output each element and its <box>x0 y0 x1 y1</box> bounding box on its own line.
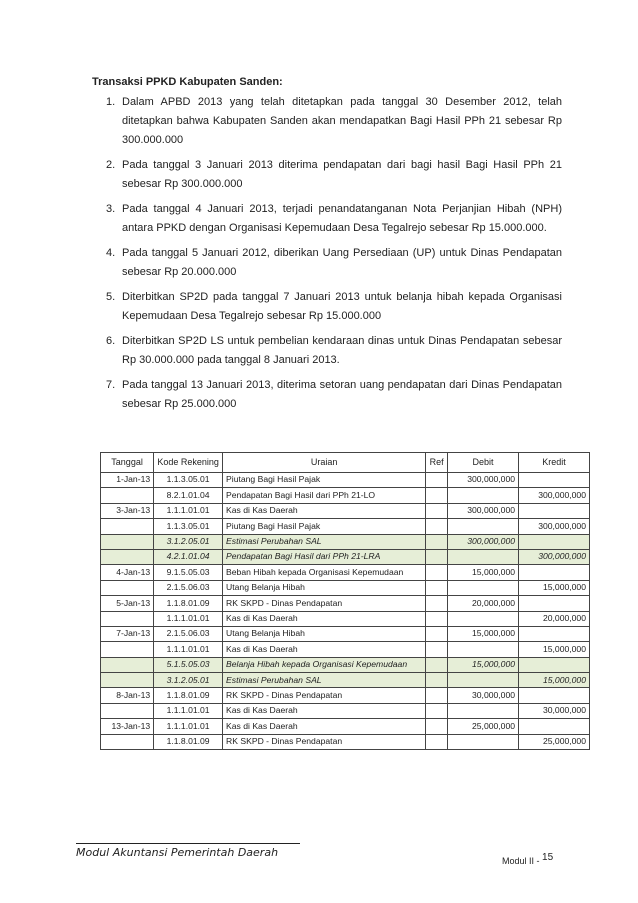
list-item-text: Pada tanggal 5 Januari 2012, diberikan Uang Persediaan (UP) untuk Dinas Pendapatan sebesar Rp 20.000.000 <box>122 247 562 278</box>
table-header-row <box>101 453 590 473</box>
cell-description: Belanja Hibah kepada Organisasi Kepemudaan <box>223 657 426 672</box>
cell-debit: 30,000,000 <box>448 688 519 703</box>
cell-debit: 300,000,000 <box>448 503 519 518</box>
cell-credit <box>519 534 590 549</box>
cell-debit <box>448 580 519 595</box>
cell-debit <box>448 519 519 534</box>
cell-ref <box>426 565 448 580</box>
list-item <box>106 244 562 282</box>
footer-module-label: Modul II - <box>502 856 540 866</box>
cell-date <box>101 642 154 657</box>
cell-description: RK SKPD - Dinas Pendapatan <box>223 596 426 611</box>
col-debit-header: Debit <box>448 453 519 473</box>
cell-debit <box>448 703 519 718</box>
list-item <box>106 376 562 414</box>
list-item-text: Diterbitkan SP2D LS untuk pembelian kendaraan dinas untuk Dinas Pendapatan sebesar Rp 30.000.000 pada tanggal 8 Januari 2013. <box>122 335 562 366</box>
cell-description: Utang Belanja Hibah <box>223 580 426 595</box>
table-row <box>101 488 590 503</box>
table-row <box>101 734 590 749</box>
list-item <box>106 332 562 370</box>
cell-date: 13-Jan-13 <box>101 719 154 734</box>
col-code-header: Kode Rekening <box>154 453 223 473</box>
cell-date <box>101 703 154 718</box>
cell-ref <box>426 488 448 503</box>
cell-ref <box>426 657 448 672</box>
cell-description: Piutang Bagi Hasil Pajak <box>223 519 426 534</box>
cell-description: Kas di Kas Daerah <box>223 503 426 518</box>
list-item <box>106 156 562 194</box>
table-row <box>101 503 590 518</box>
cell-description: Estimasi Perubahan SAL <box>223 673 426 688</box>
table-row <box>101 688 590 703</box>
cell-credit <box>519 473 590 488</box>
cell-description: Kas di Kas Daerah <box>223 611 426 626</box>
cell-code: 3.1.2.05.01 <box>154 534 223 549</box>
cell-description: Estimasi Perubahan SAL <box>223 534 426 549</box>
cell-debit <box>448 642 519 657</box>
cell-ref <box>426 473 448 488</box>
cell-ref <box>426 734 448 749</box>
cell-credit <box>519 626 590 641</box>
list-item-number: 5. <box>106 291 116 303</box>
list-item-text: Dalam APBD 2013 yang telah ditetapkan pada tanggal 30 Desember 2012, telah ditetapkan bahwa Kabupaten Sanden akan mendapatkan Bagi Hasil PPh 21 sebesar Rp 300.000.000 <box>122 96 562 146</box>
cell-date: 3-Jan-13 <box>101 503 154 518</box>
cell-credit <box>519 565 590 580</box>
cell-ref <box>426 519 448 534</box>
cell-credit <box>519 596 590 611</box>
cell-date <box>101 519 154 534</box>
cell-date <box>101 580 154 595</box>
cell-code: 1.1.1.01.01 <box>154 642 223 657</box>
col-desc-header: Uraian <box>223 453 426 473</box>
cell-debit <box>448 611 519 626</box>
page-heading: Transaksi PPKD Kabupaten Sanden: <box>92 76 283 88</box>
cell-ref <box>426 642 448 657</box>
footer-divider <box>76 843 300 844</box>
cell-credit <box>519 719 590 734</box>
cell-credit <box>519 657 590 672</box>
cell-credit: 25,000,000 <box>519 734 590 749</box>
table-row <box>101 642 590 657</box>
col-ref-header: Ref <box>426 453 448 473</box>
cell-credit: 15,000,000 <box>519 580 590 595</box>
table-row <box>101 549 590 564</box>
cell-date: 7-Jan-13 <box>101 626 154 641</box>
cell-code: 5.1.5.05.03 <box>154 657 223 672</box>
cell-credit <box>519 503 590 518</box>
cell-code: 1.1.1.01.01 <box>154 503 223 518</box>
cell-debit <box>448 673 519 688</box>
list-item-number: 1. <box>106 96 116 108</box>
list-item-number: 7. <box>106 379 116 391</box>
list-item-number: 4. <box>106 247 116 259</box>
cell-description: Beban Hibah kepada Organisasi Kepemudaan <box>223 565 426 580</box>
cell-code: 1.1.3.05.01 <box>154 473 223 488</box>
cell-date <box>101 734 154 749</box>
cell-date <box>101 534 154 549</box>
cell-description: Utang Belanja Hibah <box>223 626 426 641</box>
cell-date <box>101 657 154 672</box>
col-credit-header: Kredit <box>519 453 590 473</box>
list-item-number: 3. <box>106 203 116 215</box>
table-row <box>101 580 590 595</box>
table-row <box>101 519 590 534</box>
cell-description: Kas di Kas Daerah <box>223 703 426 718</box>
cell-debit: 300,000,000 <box>448 534 519 549</box>
cell-ref <box>426 534 448 549</box>
cell-ref <box>426 626 448 641</box>
cell-debit <box>448 549 519 564</box>
cell-credit: 15,000,000 <box>519 673 590 688</box>
cell-code: 1.1.8.01.09 <box>154 734 223 749</box>
table-row <box>101 719 590 734</box>
table-row <box>101 596 590 611</box>
table-row <box>101 673 590 688</box>
list-item <box>106 200 562 238</box>
list-item <box>106 288 562 326</box>
table-row <box>101 473 590 488</box>
cell-code: 3.1.2.05.01 <box>154 673 223 688</box>
cell-ref <box>426 549 448 564</box>
cell-date <box>101 611 154 626</box>
cell-code: 1.1.3.05.01 <box>154 519 223 534</box>
table-row <box>101 611 590 626</box>
list-item-number: 6. <box>106 335 116 347</box>
cell-ref <box>426 719 448 734</box>
cell-ref <box>426 688 448 703</box>
list-item-text: Diterbitkan SP2D pada tanggal 7 Januari 2013 untuk belanja hibah kepada Organisasi Kepemudaan Desa Tegalrejo sebesar Rp 15.000.000 <box>122 291 562 322</box>
cell-code: 1.1.1.01.01 <box>154 719 223 734</box>
cell-code: 1.1.8.01.09 <box>154 688 223 703</box>
cell-credit: 15,000,000 <box>519 642 590 657</box>
cell-ref <box>426 580 448 595</box>
cell-date: 1-Jan-13 <box>101 473 154 488</box>
footer-module-title: Modul Akuntansi Pemerintah Daerah <box>76 846 279 859</box>
cell-ref <box>426 673 448 688</box>
journal-table <box>100 452 590 750</box>
cell-date: 4-Jan-13 <box>101 565 154 580</box>
cell-description: Kas di Kas Daerah <box>223 642 426 657</box>
cell-date: 8-Jan-13 <box>101 688 154 703</box>
table-row <box>101 626 590 641</box>
cell-description: Pendapatan Bagi Hasil dari PPh 21-LO <box>223 488 426 503</box>
cell-code: 1.1.8.01.09 <box>154 596 223 611</box>
col-date-header: Tanggal <box>101 453 154 473</box>
cell-date <box>101 673 154 688</box>
cell-credit: 300,000,000 <box>519 519 590 534</box>
cell-ref <box>426 703 448 718</box>
cell-debit: 15,000,000 <box>448 565 519 580</box>
cell-code: 8.2.1.01.04 <box>154 488 223 503</box>
table-row <box>101 657 590 672</box>
list-item-number: 2. <box>106 159 116 171</box>
list-item-text: Pada tanggal 4 Januari 2013, terjadi penandatanganan Nota Perjanjian Hibah (NPH) antara PPKD dengan Organisasi Kepemudaan Desa Tegalrejo sebesar Rp 15.000.000. <box>122 203 562 234</box>
cell-ref <box>426 611 448 626</box>
cell-debit: 20,000,000 <box>448 596 519 611</box>
cell-code: 2.1.5.06.03 <box>154 580 223 595</box>
cell-description: Pendapatan Bagi Hasil dari PPh 21-LRA <box>223 549 426 564</box>
table-row <box>101 703 590 718</box>
table-row <box>101 534 590 549</box>
cell-code: 9.1.5.05.03 <box>154 565 223 580</box>
footer-page-label <box>502 852 554 867</box>
cell-debit: 300,000,000 <box>448 473 519 488</box>
cell-debit: 25,000,000 <box>448 719 519 734</box>
cell-description: RK SKPD - Dinas Pendapatan <box>223 688 426 703</box>
cell-debit: 15,000,000 <box>448 626 519 641</box>
list-item-text: Pada tanggal 3 Januari 2013 diterima pendapatan dari bagi hasil Bagi Hasil PPh 21 sebesar Rp 300.000.000 <box>122 159 562 190</box>
table-row <box>101 565 590 580</box>
cell-credit: 300,000,000 <box>519 488 590 503</box>
page-number: 15 <box>542 852 554 863</box>
cell-description: Kas di Kas Daerah <box>223 719 426 734</box>
cell-ref <box>426 596 448 611</box>
cell-code: 2.1.5.06.03 <box>154 626 223 641</box>
cell-credit: 30,000,000 <box>519 703 590 718</box>
cell-date <box>101 488 154 503</box>
cell-code: 1.1.1.01.01 <box>154 611 223 626</box>
list-item-text: Pada tanggal 13 Januari 2013, diterima setoran uang pendapatan dari Dinas Pendapatan sebesar Rp 25.000.000 <box>122 379 562 410</box>
cell-credit: 300,000,000 <box>519 549 590 564</box>
cell-credit: 20,000,000 <box>519 611 590 626</box>
cell-description: Piutang Bagi Hasil Pajak <box>223 473 426 488</box>
cell-ref <box>426 503 448 518</box>
cell-date: 5-Jan-13 <box>101 596 154 611</box>
cell-credit <box>519 688 590 703</box>
list-item <box>106 93 562 150</box>
cell-date <box>101 549 154 564</box>
cell-debit <box>448 488 519 503</box>
cell-code: 4.2.1.01.04 <box>154 549 223 564</box>
cell-code: 1.1.1.01.01 <box>154 703 223 718</box>
cell-debit <box>448 734 519 749</box>
transaction-list <box>106 93 562 420</box>
cell-debit: 15,000,000 <box>448 657 519 672</box>
cell-description: RK SKPD - Dinas Pendapatan <box>223 734 426 749</box>
